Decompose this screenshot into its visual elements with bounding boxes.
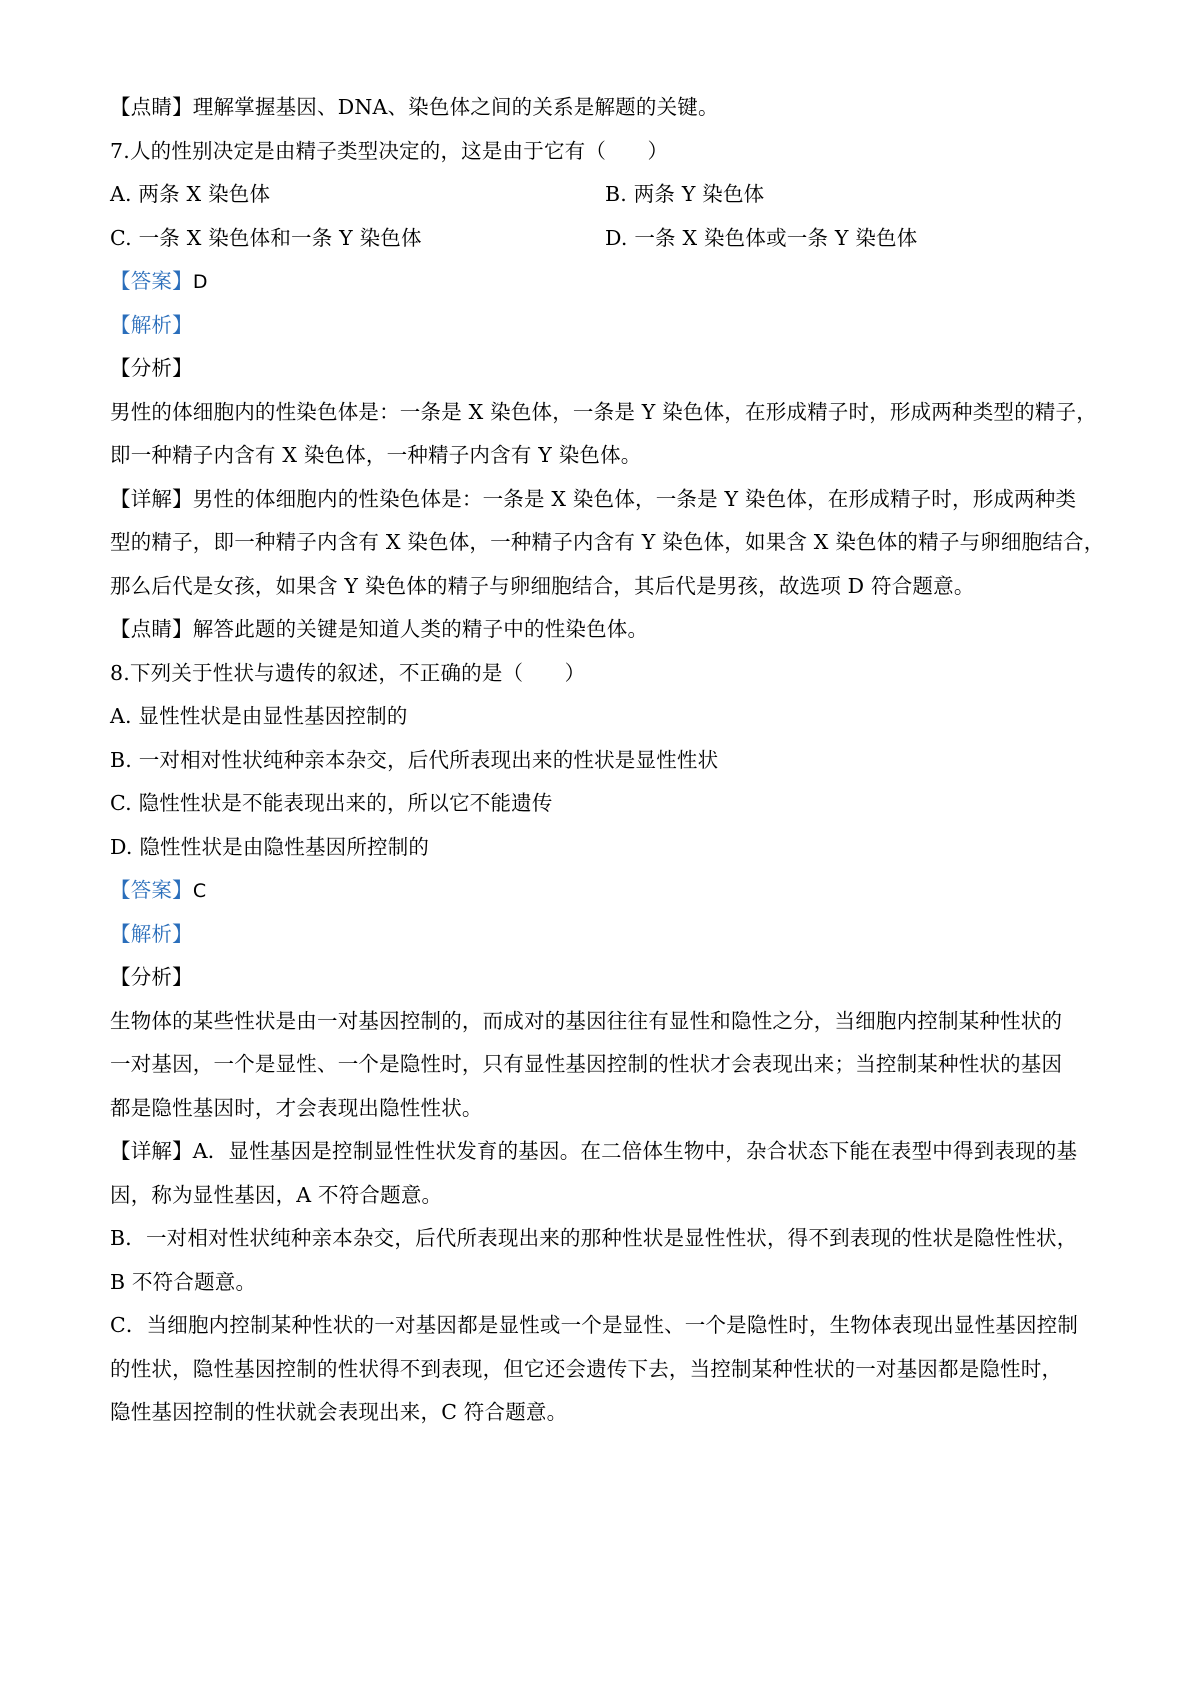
q8-option-b: B. 一对相对性状纯种亲本杂交，后代所表现出来的性状是显性性状 — [110, 748, 719, 772]
q7-fenxi-line-2: 即一种精子内含有 X 染色体，一种精子内含有 Y 染色体。 — [110, 443, 642, 467]
q8-detail-line-1: 【详解】A．显性基因是控制显性性状发育的基因。在二倍体生物中，杂合状态下能在表型中得到表现的基 — [110, 1139, 1078, 1163]
q7-answer-label: 【答案】 — [110, 269, 193, 293]
q8-analysis-label: 【解析】 — [110, 922, 193, 946]
q7-detail-line-1: 【详解】男性的体细胞内的性染色体是：一条是 X 染色体，一条是 Y 染色体，在形成精子时，形成两种类 — [110, 487, 1077, 511]
q8-option-c: C. 隐性性状是不能表现出来的，所以它不能遗传 — [110, 791, 553, 815]
q7-stem: 7.人的性别决定是由精子类型决定的，这是由于它有（ ） — [110, 139, 669, 163]
q8-detail-line-7: 隐性基因控制的性状就会表现出来，C 符合题意。 — [110, 1400, 568, 1424]
q8-fenxi-label: 【分析】 — [110, 965, 193, 989]
q8-fenxi-line-3: 都是隐性基因时，才会表现出隐性性状。 — [110, 1096, 483, 1120]
q6-tip: 【点睛】理解掌握基因、DNA、染色体之间的关系是解题的关键。 — [110, 95, 719, 119]
q8-fenxi-line-1: 生物体的某些性状是由一对基因控制的，而成对的基因往往有显性和隐性之分，当细胞内控制某种性状的 — [110, 1009, 1063, 1033]
q8-option-a: A. 显性性状是由显性基因控制的 — [110, 704, 408, 728]
q7-answer — [110, 266, 1100, 297]
q7-option-c: C. 一条 X 染色体和一条 Y 染色体 — [110, 226, 422, 250]
q7-option-a: A. 两条 X 染色体 — [110, 182, 271, 206]
q7-answer-value: D — [192, 271, 208, 293]
q8-answer-label: 【答案】 — [110, 878, 193, 902]
q7-fenxi-line-1: 男性的体细胞内的性染色体是：一条是 X 染色体，一条是 Y 染色体，在形成精子时，形成两种类型的精子， — [110, 400, 1097, 424]
q7-option-b: B. 两条 Y 染色体 — [605, 182, 765, 206]
q8-detail-line-3: B．一对相对性状纯种亲本杂交，后代所表现出来的那种性状是显性性状，得不到表现的性状是隐性性状， — [110, 1226, 1078, 1250]
q8-detail-line-5: C．当细胞内控制某种性状的一对基因都是显性或一个是显性、一个是隐性时，生物体表现出显性基因控制 — [110, 1313, 1079, 1337]
q8-detail-line-6: 的性状，隐性基因控制的性状得不到表现，但它还会遗传下去，当控制某种性状的一对基因都是隐性时， — [110, 1357, 1063, 1381]
q8-stem: 8.下列关于性状与遗传的叙述，不正确的是（ ） — [110, 661, 586, 685]
q7-tip: 【点睛】解答此题的关键是知道人类的精子中的性染色体。 — [110, 617, 649, 641]
q7-fenxi-label: 【分析】 — [110, 356, 193, 380]
q7-detail-line-3: 那么后代是女孩，如果含 Y 染色体的精子与卵细胞结合，其后代是男孩，故选项 D 符合题意。 — [110, 574, 975, 598]
q7-analysis-label: 【解析】 — [110, 313, 193, 337]
q8-option-d: D. 隐性性状是由隐性基因所控制的 — [110, 835, 430, 859]
q8-fenxi-line-2: 一对基因，一个是显性、一个是隐性时，只有显性基因控制的性状才会表现出来；当控制某种性状的基因 — [110, 1052, 1063, 1076]
q7-detail-line-2: 型的精子，即一种精子内含有 X 染色体，一种精子内含有 Y 染色体，如果含 X 染色体的精子与卵细胞结合， — [110, 530, 1105, 554]
q8-detail-line-4: B 不符合题意。 — [110, 1270, 257, 1294]
q8-detail-line-2: 因，称为显性基因，A 不符合题意。 — [110, 1183, 443, 1207]
q8-answer-value: C — [192, 880, 207, 902]
q7-option-d: D. 一条 X 染色体或一条 Y 染色体 — [605, 226, 918, 250]
q8-answer — [110, 875, 1100, 906]
